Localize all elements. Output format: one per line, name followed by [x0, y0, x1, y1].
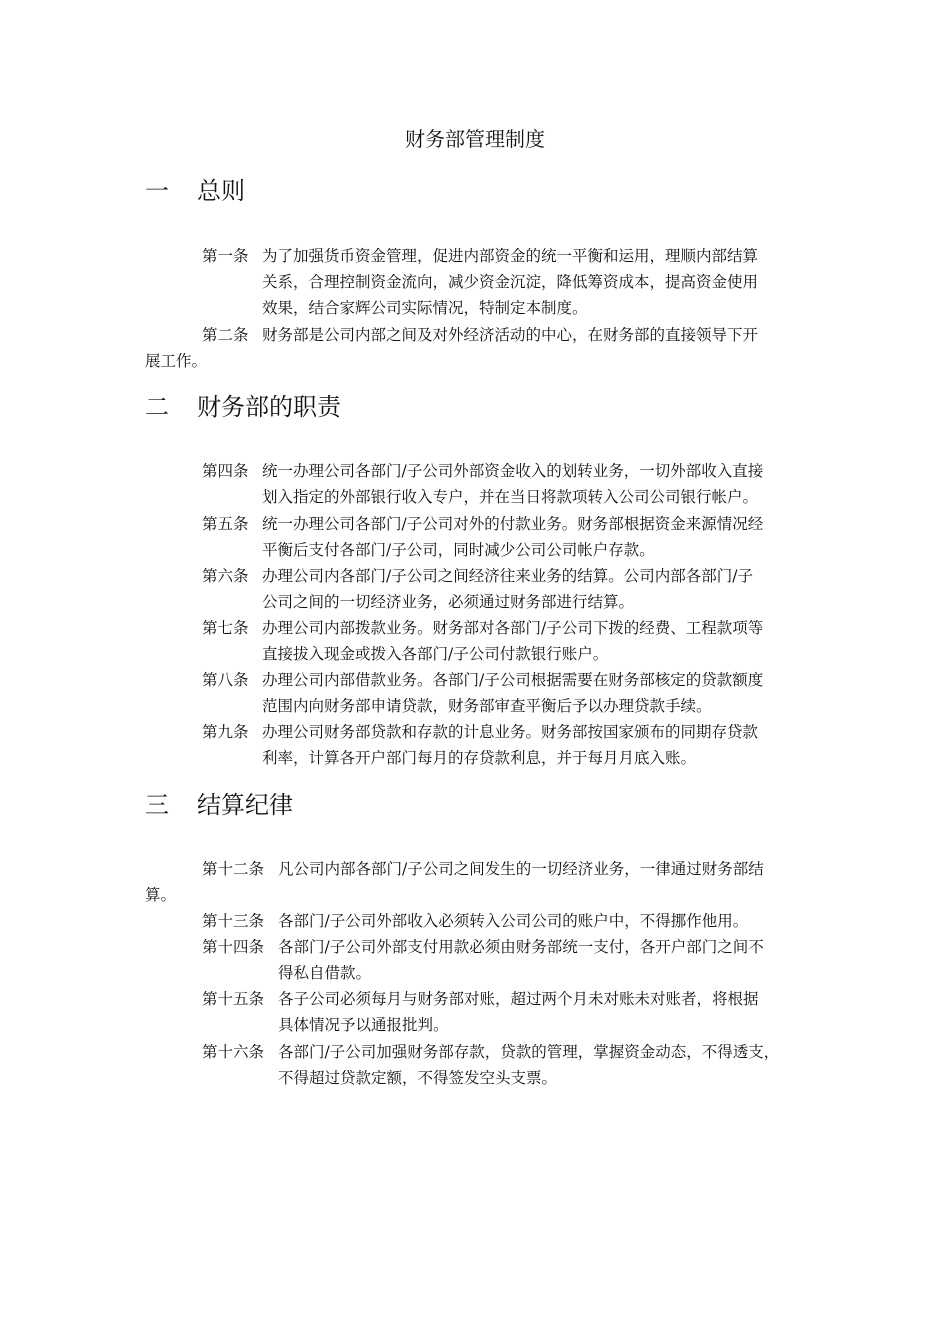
article-label: 第五条 [202, 515, 249, 533]
article-label: 第十六条 [202, 1043, 265, 1061]
article-label: 第六条 [202, 567, 249, 585]
article-1-line-2: 关系，合理控制资金流向，减少资金沉淀，降低筹资成本，提高资金使用 [262, 273, 759, 291]
article-12-line-2: 算。 [145, 886, 177, 904]
article-label: 第十五条 [202, 990, 265, 1008]
section-heading-2 [145, 390, 341, 424]
article-14-line-1 [202, 936, 764, 958]
article-2-line-2: 展工作。 [145, 352, 208, 370]
section-number: 一 [145, 177, 169, 205]
article-label: 第十三条 [202, 912, 265, 930]
article-8-line-2: 范围内向财务部申请贷款，财务部审查平衡后予以办理贷款手续。 [262, 697, 712, 715]
article-1-line-3: 效果，结合家辉公司实际情况，特制定本制度。 [262, 299, 588, 317]
article-label: 第八条 [202, 671, 249, 689]
article-5-line-2: 平衡后支付各部门/子公司，同时减少公司公司帐户存款。 [262, 541, 655, 559]
article-label: 第一条 [202, 247, 249, 265]
article-4-line-2: 划入指定的外部银行收入专户，并在当日将款项转入公司公司银行帐户。 [262, 488, 759, 506]
article-7-line-1 [202, 617, 763, 639]
article-label: 第二条 [202, 326, 249, 344]
article-14-line-2: 得私自借款。 [278, 964, 372, 982]
article-text: 统一办理公司各部门/子公司外部资金收入的划转业务，一切外部收入直接 [262, 462, 764, 480]
section-number: 三 [145, 791, 169, 819]
article-16-line-2: 不得超过贷款定额，不得签发空头支票。 [278, 1069, 558, 1087]
article-15-line-2: 具体情况予以通报批判。 [278, 1016, 449, 1034]
article-text: 财务部是公司内部之间及对外经济活动的中心，在财务部的直接领导下开 [262, 326, 759, 344]
article-6-line-1 [202, 565, 753, 587]
article-text: 各部门/子公司外部支付用款必须由财务部统一支付，各开户部门之间不 [278, 938, 764, 956]
section-title: 总则 [197, 177, 245, 205]
article-text: 办理公司内各部门/子公司之间经济往来业务的结算。公司内部各部门/子 [262, 567, 753, 585]
article-text: 各部门/子公司加强财务部存款，贷款的管理，掌握资金动态，不得透支， [278, 1043, 780, 1061]
article-6-line-2: 公司之间的一切经济业务，必须通过财务部进行结算。 [262, 593, 635, 611]
article-16-line-1 [202, 1041, 779, 1063]
section-title: 结算纪律 [197, 791, 293, 819]
section-title: 财务部的职责 [197, 393, 341, 421]
article-label: 第九条 [202, 723, 249, 741]
article-text: 凡公司内部各部门/子公司之间发生的一切经济业务，一律通过财务部结 [278, 860, 764, 878]
section-number: 二 [145, 393, 169, 421]
article-12-line-1 [202, 858, 764, 880]
article-4-line-1 [202, 460, 763, 482]
article-7-line-2: 直接拔入现金或拨入各部门/子公司付款银行账户。 [262, 645, 609, 663]
article-label: 第十四条 [202, 938, 265, 956]
article-label: 第七条 [202, 619, 249, 637]
article-5-line-1 [202, 513, 763, 535]
article-label: 第四条 [202, 462, 249, 480]
article-9-line-2: 利率，计算各开户部门每月的存贷款利息，并于每月月底入账。 [262, 749, 697, 767]
article-9-line-1 [202, 721, 758, 743]
article-text: 办理公司内部拨款业务。财务部对各部门/子公司下拨的经费、工程款项等 [262, 619, 764, 637]
article-text: 各部门/子公司外部收入必须转入公司公司的账户中，不得挪作他用。 [278, 912, 749, 930]
article-2-line-1 [202, 324, 758, 346]
article-label: 第十二条 [202, 860, 265, 878]
article-text: 为了加强货币资金管理，促进内部资金的统一平衡和运用，理顺内部结算 [262, 247, 759, 265]
article-8-line-1 [202, 669, 763, 691]
article-15-line-1 [202, 988, 759, 1010]
article-1-line-1 [202, 245, 758, 267]
article-13-line-1 [202, 910, 748, 932]
section-heading-1 [145, 174, 245, 208]
article-text: 统一办理公司各部门/子公司对外的付款业务。财务部根据资金来源情况经 [262, 515, 764, 533]
section-heading-3 [145, 788, 293, 822]
article-text: 办理公司内部借款业务。各部门/子公司根据需要在财务部核定的贷款额度 [262, 671, 764, 689]
document-title: 财务部管理制度 [405, 127, 545, 151]
article-text: 各子公司必须每月与财务部对账，超过两个月未对账未对账者，将根据 [278, 990, 759, 1008]
article-text: 办理公司财务部贷款和存款的计息业务。财务部按国家颁布的同期存贷款 [262, 723, 759, 741]
